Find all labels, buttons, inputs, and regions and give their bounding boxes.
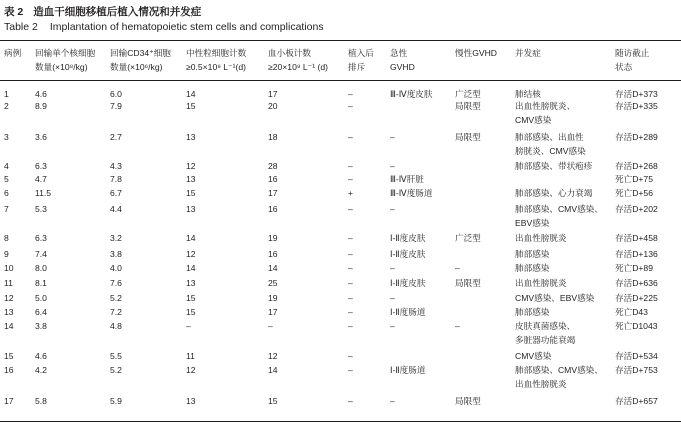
cell-followup-status: 存活D+202 [615, 204, 658, 214]
cell-platelet-engraft: 19 [268, 233, 278, 243]
table-top-rule [0, 40, 681, 41]
cell-mnc-dose: 7.4 [35, 249, 47, 259]
column-header-neutrophil-engraft [186, 46, 246, 74]
cell-chronic-gvhd: – [455, 263, 460, 273]
cell-rejection: – [348, 249, 353, 259]
cell-rejection: – [348, 396, 353, 406]
cell-followup-status: 死亡D+75 [615, 174, 653, 184]
cell-rejection: – [348, 101, 353, 111]
column-header-line: 急性 [390, 48, 408, 58]
cell-acute-gvhd: – [390, 204, 395, 214]
cell-followup-status: 存活D+268 [615, 161, 658, 171]
cell-cd34-dose: 5.2 [110, 365, 122, 375]
cell-rejection: – [348, 365, 353, 375]
cell-platelet-engraft: 25 [268, 278, 278, 288]
table-bottom-rule [0, 421, 681, 422]
table-label-cn: 表 2 [4, 6, 24, 18]
cell-acute-gvhd: – [390, 263, 395, 273]
cell-neutrophil-engraft: 13 [186, 174, 196, 184]
cell-platelet-engraft: 16 [268, 174, 278, 184]
cell-complications: 肺部感染 [515, 249, 550, 259]
cell-complications-continued: EBV感染 [515, 218, 550, 228]
cell-neutrophil-engraft: 14 [186, 263, 196, 273]
cell-complications: 出血性膀胱炎 [515, 278, 567, 288]
cell-mnc-dose: 4.6 [35, 89, 47, 99]
cell-cd34-dose: 3.8 [110, 249, 122, 259]
cell-followup-status: 死亡D43 [615, 307, 648, 317]
cell-acute-gvhd: Ⅰ-Ⅱ度肠道 [390, 365, 426, 375]
column-header-line: GVHD [390, 62, 415, 72]
cell-neutrophil-engraft: 14 [186, 233, 196, 243]
cell-case: 14 [4, 321, 14, 331]
cell-cd34-dose: 7.6 [110, 278, 122, 288]
column-header-line: 病例 [4, 48, 22, 58]
cell-cd34-dose: 7.8 [110, 174, 122, 184]
cell-acute-gvhd: – [390, 293, 395, 303]
cell-rejection: – [348, 293, 353, 303]
column-header-line: 数量(×10⁸/kg) [35, 62, 88, 72]
cell-complications-continued: 出血性膀胱炎 [515, 379, 567, 389]
cell-rejection: – [348, 263, 353, 273]
cell-platelet-engraft: 14 [268, 365, 278, 375]
cell-followup-status: 存活D+373 [615, 89, 658, 99]
column-header-line: 慢性GVHD [455, 48, 498, 58]
cell-mnc-dose: 8.9 [35, 101, 47, 111]
cell-complications: 皮肤真菌感染、 [515, 321, 576, 331]
cell-acute-gvhd: – [390, 161, 395, 171]
column-header-line: 并发症 [515, 48, 541, 58]
cell-case: 4 [4, 161, 9, 171]
cell-followup-status: 存活D+636 [615, 278, 658, 288]
cell-mnc-dose: 4.6 [35, 351, 47, 361]
cell-cd34-dose: 7.2 [110, 307, 122, 317]
column-header-line: 植入后 [348, 48, 374, 58]
cell-case: 12 [4, 293, 14, 303]
cell-mnc-dose: 5.0 [35, 293, 47, 303]
cell-cd34-dose: 4.0 [110, 263, 122, 273]
cell-cd34-dose: 4.3 [110, 161, 122, 171]
cell-chronic-gvhd: 局限型 [455, 396, 481, 406]
column-header-acute-gvhd [390, 46, 415, 74]
cell-complications: 肺部感染、出血性 [515, 132, 584, 142]
cell-rejection: – [348, 351, 353, 361]
cell-case: 10 [4, 263, 14, 273]
cell-neutrophil-engraft: 12 [186, 161, 196, 171]
column-header-line: 回输单个核细胞 [35, 48, 96, 58]
cell-followup-status: 存活D+225 [615, 293, 658, 303]
table-title-en: Implantation of hematopoietic stem cells and complications [49, 21, 324, 33]
cell-case: 3 [4, 132, 9, 142]
table-caption-cn [4, 4, 201, 19]
cell-followup-status: 死亡D+56 [615, 188, 653, 198]
column-header-chronic-gvhd [455, 46, 497, 60]
column-header-line: 血小板计数 [268, 48, 311, 58]
cell-mnc-dose: 8.1 [35, 278, 47, 288]
cell-acute-gvhd: – [390, 396, 395, 406]
cell-chronic-gvhd: 局限型 [455, 278, 481, 288]
cell-mnc-dose: 4.7 [35, 174, 47, 184]
cell-followup-status: 存活D+289 [615, 132, 658, 142]
cell-complications: 肺部感染、心力衰竭 [515, 188, 593, 198]
cell-cd34-dose: 5.2 [110, 293, 122, 303]
cell-rejection: – [348, 161, 353, 171]
cell-neutrophil-engraft: 13 [186, 278, 196, 288]
cell-cd34-dose: 3.2 [110, 233, 122, 243]
cell-case: 9 [4, 249, 9, 259]
cell-mnc-dose: 8.0 [35, 263, 47, 273]
cell-complications: 肺部感染 [515, 307, 550, 317]
column-header-line: 状态 [615, 62, 633, 72]
cell-platelet-engraft: 17 [268, 307, 278, 317]
cell-cd34-dose: 4.4 [110, 204, 122, 214]
cell-cd34-dose: 5.5 [110, 351, 122, 361]
cell-complications: 肺部感染 [515, 263, 550, 273]
column-header-line: 排斥 [348, 62, 366, 72]
cell-acute-gvhd: Ⅰ-Ⅱ度肠道 [390, 307, 426, 317]
cell-platelet-engraft: 15 [268, 396, 278, 406]
cell-case: 6 [4, 188, 9, 198]
cell-neutrophil-engraft: 12 [186, 365, 196, 375]
cell-followup-status: 存活D+657 [615, 396, 658, 406]
cell-followup-status: 死亡D+89 [615, 263, 653, 273]
cell-followup-status: 存活D+458 [615, 233, 658, 243]
cell-complications: CMV感染 [515, 351, 552, 361]
cell-neutrophil-engraft: 15 [186, 101, 196, 111]
cell-rejection: – [348, 233, 353, 243]
cell-mnc-dose: 6.3 [35, 233, 47, 243]
cell-neutrophil-engraft: 12 [186, 249, 196, 259]
cell-case: 17 [4, 396, 14, 406]
cell-followup-status: 死亡D1043 [615, 321, 658, 331]
cell-cd34-dose: 4.8 [110, 321, 122, 331]
column-header-case [4, 46, 21, 60]
column-header-line: 数量(×10⁶/kg) [110, 62, 163, 72]
cell-acute-gvhd: Ⅲ-Ⅳ度皮肤 [390, 89, 433, 99]
cell-complications: 肺部感染、CMV感染、 [515, 365, 603, 375]
column-header-complications [515, 46, 541, 60]
cell-rejection: – [348, 307, 353, 317]
table-caption-en [4, 21, 324, 33]
cell-complications: 肺结核 [515, 89, 541, 99]
table-title-cn: 造血干细胞移植后植入情况和并发症 [33, 6, 202, 18]
cell-mnc-dose: 11.5 [35, 188, 52, 198]
cell-acute-gvhd: Ⅰ-Ⅱ度皮肤 [390, 249, 426, 259]
cell-mnc-dose: 5.8 [35, 396, 47, 406]
cell-complications: 出血性膀胱炎 [515, 233, 567, 243]
cell-mnc-dose: 6.3 [35, 161, 47, 171]
cell-rejection: + [348, 188, 354, 198]
cell-neutrophil-engraft: 13 [186, 204, 196, 214]
cell-case: 8 [4, 233, 9, 243]
cell-chronic-gvhd: 广泛型 [455, 89, 481, 99]
cell-platelet-engraft: 14 [268, 263, 278, 273]
cell-platelet-engraft: – [268, 321, 273, 331]
cell-rejection: – [348, 132, 353, 142]
cell-platelet-engraft: 12 [268, 351, 278, 361]
cell-case: 1 [4, 89, 9, 99]
table-header-rule [0, 80, 681, 81]
cell-followup-status: 存活D+753 [615, 365, 658, 375]
cell-mnc-dose: 6.4 [35, 307, 47, 317]
cell-complications: CMV感染、EBV感染 [515, 293, 595, 303]
cell-mnc-dose: 3.8 [35, 321, 47, 331]
cell-case: 5 [4, 174, 9, 184]
cell-neutrophil-engraft: 15 [186, 188, 196, 198]
cell-complications-continued: 膀胱炎、CMV感染 [515, 146, 586, 156]
cell-neutrophil-engraft: 14 [186, 89, 196, 99]
cell-acute-gvhd: Ⅰ-Ⅱ度皮肤 [390, 278, 426, 288]
table-label-en: Table 2 [4, 21, 38, 33]
cell-case: 11 [4, 278, 13, 288]
cell-complications: 肺部感染、带状疱疹 [515, 161, 593, 171]
column-header-line: ≥0.5×10⁹ L⁻¹(d) [186, 62, 246, 72]
cell-rejection: – [348, 321, 353, 331]
column-header-line: 回输CD34⁺细胞 [110, 48, 171, 58]
cell-complications-continued: 多脏器功能衰竭 [515, 335, 576, 345]
cell-neutrophil-engraft: 15 [186, 307, 196, 317]
column-header-followup-status [615, 46, 649, 74]
cell-rejection: – [348, 89, 353, 99]
cell-neutrophil-engraft: 15 [186, 293, 196, 303]
cell-complications: 出血性膀胱炎、 [515, 101, 576, 111]
cell-rejection: – [348, 174, 353, 184]
cell-platelet-engraft: 17 [268, 89, 278, 99]
column-header-line: 随访截止 [615, 48, 650, 58]
cell-mnc-dose: 3.6 [35, 132, 47, 142]
column-header-line: ≥20×10⁹ L⁻¹ (d) [268, 62, 328, 72]
cell-neutrophil-engraft: 11 [186, 351, 195, 361]
cell-chronic-gvhd: – [455, 321, 460, 331]
cell-neutrophil-engraft: 13 [186, 396, 196, 406]
cell-acute-gvhd: Ⅲ-Ⅳ肝脏 [390, 174, 424, 184]
cell-case: 13 [4, 307, 14, 317]
cell-followup-status: 存活D+534 [615, 351, 658, 361]
cell-chronic-gvhd: 局限型 [455, 132, 481, 142]
cell-neutrophil-engraft: – [186, 321, 191, 331]
cell-cd34-dose: 6.0 [110, 89, 122, 99]
cell-cd34-dose: 6.7 [110, 188, 122, 198]
column-header-mnc-dose [35, 46, 95, 74]
cell-rejection: – [348, 278, 353, 288]
column-header-line: 中性粒细胞计数 [186, 48, 247, 58]
cell-case: 16 [4, 365, 14, 375]
cell-followup-status: 存活D+335 [615, 101, 658, 111]
column-header-cd34-dose [110, 46, 171, 74]
cell-mnc-dose: 5.3 [35, 204, 47, 214]
cell-case: 15 [4, 351, 14, 361]
cell-rejection: – [348, 204, 353, 214]
cell-acute-gvhd: Ⅲ-Ⅳ度肠道 [390, 188, 433, 198]
cell-followup-status: 存活D+136 [615, 249, 658, 259]
cell-platelet-engraft: 28 [268, 161, 278, 171]
cell-platelet-engraft: 16 [268, 204, 278, 214]
cell-cd34-dose: 2.7 [110, 132, 122, 142]
cell-case: 2 [4, 101, 9, 111]
cell-case: 7 [4, 204, 9, 214]
cell-acute-gvhd: Ⅰ-Ⅱ度皮肤 [390, 233, 426, 243]
cell-platelet-engraft: 20 [268, 101, 278, 111]
cell-platelet-engraft: 18 [268, 132, 278, 142]
cell-acute-gvhd: – [390, 321, 395, 331]
column-header-platelet-engraft [268, 46, 328, 74]
cell-complications-continued: CMV感染 [515, 115, 552, 125]
cell-chronic-gvhd: 广泛型 [455, 233, 481, 243]
cell-complications: 肺部感染、CMV感染、 [515, 204, 603, 214]
cell-platelet-engraft: 16 [268, 249, 278, 259]
cell-platelet-engraft: 17 [268, 188, 278, 198]
cell-cd34-dose: 7.9 [110, 101, 122, 111]
cell-chronic-gvhd: 局限型 [455, 101, 481, 111]
cell-mnc-dose: 4.2 [35, 365, 47, 375]
cell-acute-gvhd: – [390, 132, 395, 142]
cell-neutrophil-engraft: 13 [186, 132, 196, 142]
cell-platelet-engraft: 19 [268, 293, 278, 303]
cell-cd34-dose: 5.9 [110, 396, 122, 406]
column-header-rejection [348, 46, 374, 74]
